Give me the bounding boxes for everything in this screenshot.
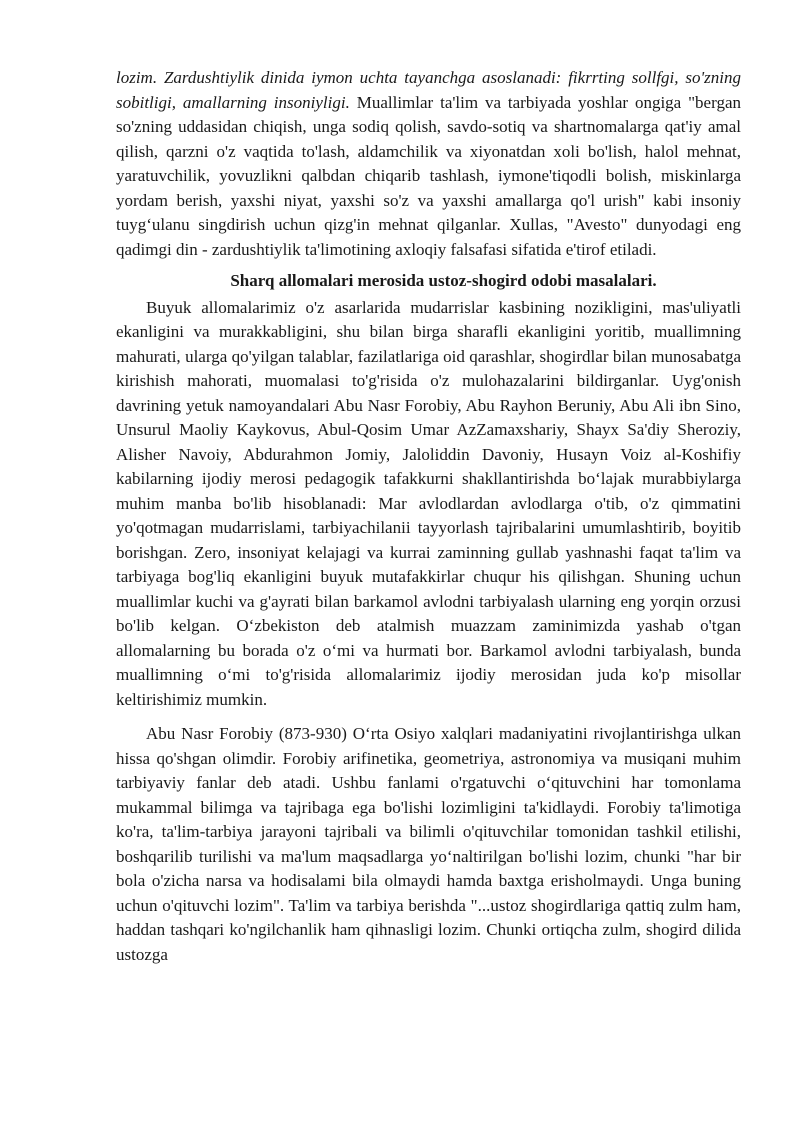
paragraph-avesto-italic: lozim. Zardushtiylik dinida iymon uchta tayanchga asoslanadi: fikrrting sollfgi, so'zning sobitligi, amallarning insoniyligi.: [116, 68, 741, 112]
document-page: [116, 66, 741, 967]
paragraph-avesto-text: Muallimlar ta'lim va tarbiyada yoshlar ongiga "bergan so'zning uddasidan chiqish, unga sodiq qolish, savdo-sotiq va shartnomalarga qat'iy amal qilish, qarzni o'z vaqtida to'lash, aldamchilik va xiyonatdan xoli bo'lish, halol mehnat, yaratuvchilik, yovuzlikni qalbdan chiqarib tashlash, iymone'tiqodli bolish, miskinlarga yordam berish, yaxshi niyat, yaxshi so'z va yaxshi amallarga qo'l urish" kabi insoniy tuyg‘ulanu singdirish uchun qizg'in mehnat qilganlar. Xullas, "Avesto" dunyodagi eng qadimgi din - zardushtiylik ta'limotining axloqiy falsafasi sifatida e'tirof etiladi.: [116, 92, 741, 259]
section-heading: Sharq allomalari merosida ustoz-shogird odobi masalalari.: [230, 271, 657, 290]
paragraph-forobiy: Abu Nasr Forobiy (873-930) O‘rta Osiyo xalqlari madaniyatini rivojlantirishga ulkan hissa qo'shgan olimdir. Forobiy arifinetika, geometriya, astronomiya va musiqani muhim tarbiyaviy fanlar deb atadi. Ushbu fanlami o'rgatuvchi o‘qituvchini har tomonlama mukammal bilimga va tajribaga ega bo'lishi lozimligini ta'kidlaydi. Forobiy ta'limotiga ko'ra, ta'lim-tarbiya jarayoni tajribali va bilimli o'qituvchilar tomonidan tashkil etilishi, boshqarilib turilishi va ma'lum maqsadlarga yo‘naltirilgan bo'lishi lozim, chunki "har bir bola o'zicha narsa va hodisalami bila olmaydi hamda baxtga erisholmaydi. Unga buning uchun o'qituvchi lozim". Ta'lim va tarbiya berishda "...ustoz shogirdlariga qattiq zulm ham, haddan tashqari ko'ngilchanlik ham qihnasligi lozim. Chunki ortiqcha zulm, shogird dilida ustozga: [116, 724, 741, 964]
paragraph-avesto: [116, 66, 741, 262]
paragraph-allomalar: Buyuk allomalarimiz o'z asarlarida mudarrislar kasbining nozikligini, mas'uliyatli ekanligini va murakkabligini, shu bilan birga sharafli ekanligini yoritib, muallimning mahurati, ularga qo'yilgan talablar, fazilatlariga oid qarashlar, shogirdlar bilan munosabatga kirishish mahorati, muomalasi to'g'risida o'z mulohazalarini bildirganlar. Uyg'onish davrining yetuk namoyandalari Abu Nasr Forobiy, Abu Rayhon Beruniy, Abu Ali ibn Sino, Unsurul Maoliy Kaykovus, Abul-Qosim Umar AzZamaxshariy, Shayx Sa'diy Sheroziy, Alisher Navoiy, Abdurahmon Jomiy, Jaloliddin Davoniy, Husayn Voiz al-Koshifiy kabilarning ijodiy merosi pedagogik tafakkurni shakllantirishda bo‘lajak murabbiylarga muhim manba bo'lib hisoblanadi: Mar avlodlardan avlodlarga o'tib, o'z qimmatini yo'qotmagan mudarrislami, tarbiyachilanii tayyorlash tajribalarini umumlashtirib, boyitib borishgan. Zero, insoniyat kelajagi va kurrai zaminning gullab yashnashi faqat ta'lim va tarbiyaga bog'liq ekanligini buyuk mutafakkirlar chuqur his qilishgan. Shuning uchun muallimlar kuchi va g'ayrati bilan barkamol avlodni tarbiyalash ularning eng yorqin orzusi bo'lib kelgan. O‘zbekiston deb atalmish muazzam zaminimizda yashab o'tgan allomalarning bu borada o'z o‘mi va hurmati bor. Barkamol avlodni tarbiyalash, bunda muallimning o‘mi to'g'risida allomalarimiz ijodiy merosidan juda ko'p misollar keltirishimiz mumkin.: [116, 297, 741, 709]
